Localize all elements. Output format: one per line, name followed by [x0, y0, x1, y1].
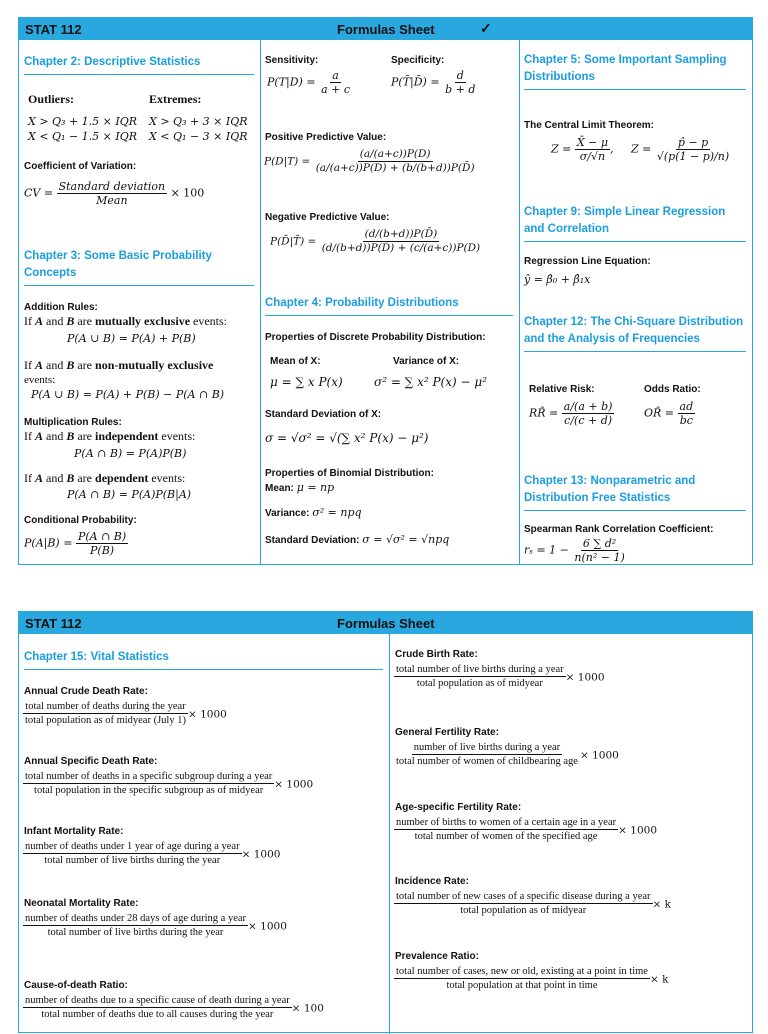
rate-label: Incidence Rate: — [395, 876, 469, 887]
npv-label: Negative Predictive Value: — [265, 212, 390, 223]
rate-denominator: total population in the specific subgroup as of midyear — [34, 785, 264, 796]
binomial-sd: Standard Deviation: σ = √σ² = √npq — [265, 533, 450, 546]
dependent-formula: P(A ∩ B) = P(A)P(B|A) — [67, 488, 192, 501]
rate-numerator: number of deaths under 28 days of age during a year — [25, 913, 247, 924]
npv-formula: P(D̄|T̄) = $\frac{(d/(b+d))P(D̄)}{(d/(b+d))P(D̄) + (c/(a+c))P(D)}$ — [270, 228, 481, 254]
rate-numerator: total number of deaths during the year — [25, 701, 186, 712]
rate-formula — [394, 816, 657, 843]
rate-numerator: total number of new cases of a specific disease during a year — [396, 891, 651, 902]
dependent-text: If A and B are dependent events: — [24, 471, 186, 485]
rate-label: Annual Specific Death Rate: — [24, 756, 158, 767]
sheet-title: Formulas Sheet — [337, 22, 435, 37]
addition-rules-label: Addition Rules: — [24, 302, 98, 313]
rate-fraction — [394, 663, 566, 690]
column-2 — [260, 40, 520, 564]
independent-formula: P(A ∩ B) = P(A)P(B) — [74, 447, 187, 460]
chapter-3-heading: Chapter 3: Some Basic Probability Concepts — [24, 248, 254, 286]
non-mutually-exclusive-text: If A and B are non-mutually exclusive events: — [24, 358, 214, 386]
extreme-lower: X < Q₁ − 3 × IQR — [149, 130, 248, 143]
rate-denominator: total number of deaths due to all causes during the year — [41, 1009, 274, 1020]
chapter-15-heading: Chapter 15: Vital Statistics — [24, 649, 383, 670]
rate-fraction — [394, 965, 650, 992]
rate-label: Age-specific Fertility Rate: — [395, 802, 522, 813]
variance-of-x-label: Variance of X: — [393, 356, 460, 367]
ppv-label: Positive Predictive Value: — [265, 132, 387, 143]
rate-fraction — [23, 700, 188, 727]
rate-denominator: total population as of midyear — [460, 905, 587, 916]
ppv-formula: P(D|T) = $\frac{(a/(a+c))P(D)}{(a/(a+c))P(D) + (b/(b+d))P(D̄)}$ — [264, 148, 475, 174]
extremes-label: Extremes: — [149, 92, 202, 106]
column-1 — [19, 40, 261, 564]
rate-formula — [23, 770, 313, 797]
rate-denominator: total number of women of the specified age — [414, 831, 598, 842]
checkmark-icon: ✓ — [480, 20, 492, 36]
rate-formula — [394, 663, 605, 690]
rate-multiplier: × 1000 — [241, 848, 281, 861]
rate-denominator: total number of live births during the year — [44, 855, 221, 866]
rate-label: Infant Mortality Rate: — [24, 826, 124, 837]
spearman-formula: rₛ = 1 − $\frac{\text{6 ∑ d²}}{\text{n(n² − 1)}}$ — [524, 537, 625, 564]
cv-lhs: CV = — [24, 186, 54, 200]
rate-numerator: total number of live births during a year — [396, 664, 564, 675]
formula-sheet-page-1 — [18, 17, 753, 565]
clt-z-proportion: Z = $\frac{p̂ - p}{√(p(1 - p)/n)}$ — [631, 136, 730, 163]
conditional-probability-formula: P(A|B) = $\frac{P(A \cap B)}{P(B)}$ — [24, 530, 127, 557]
formula-sheet-page-2 — [18, 611, 753, 1033]
clt-label: The Central Limit Theorem: — [524, 120, 655, 131]
rate-label: Cause-of-death Ratio: — [24, 980, 128, 991]
rate-label: Neonatal Mortality Rate: — [24, 898, 139, 909]
binomial-mean: Mean: μ = np — [265, 481, 335, 494]
vital-left-column — [19, 634, 390, 1034]
course-code: STAT 112 — [25, 22, 82, 37]
rate-formula — [23, 840, 280, 867]
rate-multiplier: × 1000 — [187, 708, 227, 721]
mean-formula: μ = ∑ x P(x) — [270, 375, 343, 389]
rate-multiplier: × k — [652, 898, 672, 911]
rate-denominator: total number of live births during the year — [47, 927, 224, 938]
chapter-4-heading: Chapter 4: Probability Distributions — [265, 295, 513, 316]
cv-denominator: Mean — [96, 194, 128, 207]
rate-denominator: total population as of midyear (July 1) — [25, 715, 186, 726]
binomial-variance: Variance: σ² = npq — [265, 506, 362, 519]
rate-multiplier: × 1000 — [618, 824, 657, 837]
rate-denominator: total number of women of childbearing age — [396, 756, 578, 767]
rate-formula — [394, 741, 619, 768]
odds-ratio-formula: OR̂ = $\frac{ad}{bc}$ — [644, 400, 694, 427]
outlier-upper: X > Q₃ + 1.5 × IQR — [28, 115, 138, 128]
mean-of-x-label: Mean of X: — [270, 356, 321, 367]
cv-label: Coefficient of Variation: — [24, 161, 137, 172]
rate-formula — [23, 994, 324, 1021]
sheet-header — [19, 612, 752, 634]
mutually-exclusive-formula: P(A ∪ B) = P(A) + P(B) — [67, 332, 196, 345]
column-3 — [519, 40, 752, 564]
chapter-12-heading: Chapter 12: The Chi-Square Distribution and the Analysis of Frequencies — [524, 314, 746, 352]
cv-formula — [24, 180, 204, 207]
rate-denominator: total population at that point in time — [446, 980, 598, 991]
relative-risk-label: Relative Risk: — [529, 384, 595, 395]
rate-formula — [23, 700, 227, 727]
rate-formula — [394, 965, 668, 992]
rate-multiplier: × 1000 — [274, 778, 314, 791]
rate-fraction — [394, 741, 580, 768]
sd-formula: σ = √σ² = √(∑ x² P(x) − μ²) — [265, 431, 429, 445]
non-mutually-exclusive-formula: P(A ∪ B) = P(A) + P(B) − P(A ∩ B) — [31, 388, 225, 401]
rate-multiplier: × 100 — [291, 1002, 324, 1015]
conditional-probability-label: Conditional Probability: — [24, 515, 137, 526]
rate-fraction — [394, 890, 653, 917]
rate-formula — [23, 912, 287, 939]
rate-fraction — [23, 994, 292, 1021]
outliers-label: Outliers: — [28, 92, 74, 106]
variance-formula: σ² = ∑ x² P(x) − μ² — [374, 375, 487, 389]
sheet-title: Formulas Sheet — [337, 616, 435, 631]
sd-of-x-label: Standard Deviation of X: — [265, 409, 382, 420]
chapter-9-heading: Chapter 9: Simple Linear Regression and Correlation — [524, 204, 746, 242]
course-code: STAT 112 — [25, 616, 82, 631]
rate-numerator: number of deaths due to a specific cause of death during a year — [25, 995, 290, 1006]
rate-fraction — [23, 912, 248, 939]
clt-z-mean: Z = $\frac{X̄ - \mu}{\sigma/√n}$ , — [551, 136, 614, 163]
relative-risk-formula: RR̂ = $\frac{a/(a + b)}{c/(c + d)}$ — [529, 400, 613, 427]
rate-multiplier: × 1000 — [579, 749, 619, 762]
rate-formula — [394, 890, 671, 917]
discrete-distribution-label: Properties of Discrete Probability Distribution: — [265, 332, 486, 343]
rate-fraction — [23, 840, 242, 867]
rate-numerator: number of births to women of a certain age in a year — [396, 817, 617, 828]
rate-denominator: total population as of midyear — [416, 678, 543, 689]
specificity-formula: P(T̄|D̄) = $\frac{d}{b + d}$ — [391, 69, 476, 96]
rate-numerator: number of deaths under 1 year of age during a year — [25, 841, 240, 852]
multiplication-rules-label: Multiplication Rules: — [24, 417, 122, 428]
rate-numerator: number of live births during a year — [413, 742, 561, 753]
vital-right-column — [389, 634, 752, 1034]
regression-formula: ŷ = β̂₀ + β̂₁x — [524, 273, 591, 286]
cv-multiplier: × 100 — [170, 186, 205, 200]
mutually-exclusive-text: If A and B are mutually exclusive events: — [24, 314, 228, 328]
rate-label: General Fertility Rate: — [395, 727, 499, 738]
rate-fraction — [23, 770, 274, 797]
spearman-label: Spearman Rank Correlation Coefficient: — [524, 524, 714, 535]
chapter-5-heading: Chapter 5: Some Important Sampling Distributions — [524, 52, 746, 90]
rate-multiplier: × 1000 — [248, 920, 287, 933]
rate-fraction — [394, 816, 618, 843]
specificity-label: Specificity: — [391, 55, 445, 66]
odds-ratio-label: Odds Ratio: — [644, 384, 701, 395]
sensitivity-formula: P(T|D) = $\frac{a}{a + c}$ — [267, 69, 350, 96]
outlier-lower: X < Q₁ − 1.5 × IQR — [28, 130, 138, 143]
rate-label: Crude Birth Rate: — [395, 649, 478, 660]
cv-numerator: Standard deviation — [58, 180, 166, 193]
regression-label: Regression Line Equation: — [524, 256, 651, 267]
chapter-13-heading: Chapter 13: Nonparametric and Distribution Free Statistics — [524, 473, 746, 511]
binomial-label: Properties of Binomial Distribution: — [265, 468, 434, 479]
independent-text: If A and B are independent events: — [24, 429, 196, 443]
cv-fraction — [57, 180, 167, 207]
rate-label: Prevalence Ratio: — [395, 951, 479, 962]
chapter-2-heading: Chapter 2: Descriptive Statistics — [24, 54, 254, 75]
rate-numerator: total number of deaths in a specific subgroup during a year — [25, 771, 273, 782]
rate-label: Annual Crude Death Rate: — [24, 686, 148, 697]
rate-multiplier: × 1000 — [565, 671, 605, 684]
sensitivity-label: Sensitivity: — [265, 55, 319, 66]
rate-numerator: total number of cases, new or old, existing at a point in time — [396, 966, 648, 977]
rate-multiplier: × k — [649, 973, 669, 986]
sheet-header — [19, 18, 752, 40]
extreme-upper: X > Q₃ + 3 × IQR — [149, 115, 248, 128]
